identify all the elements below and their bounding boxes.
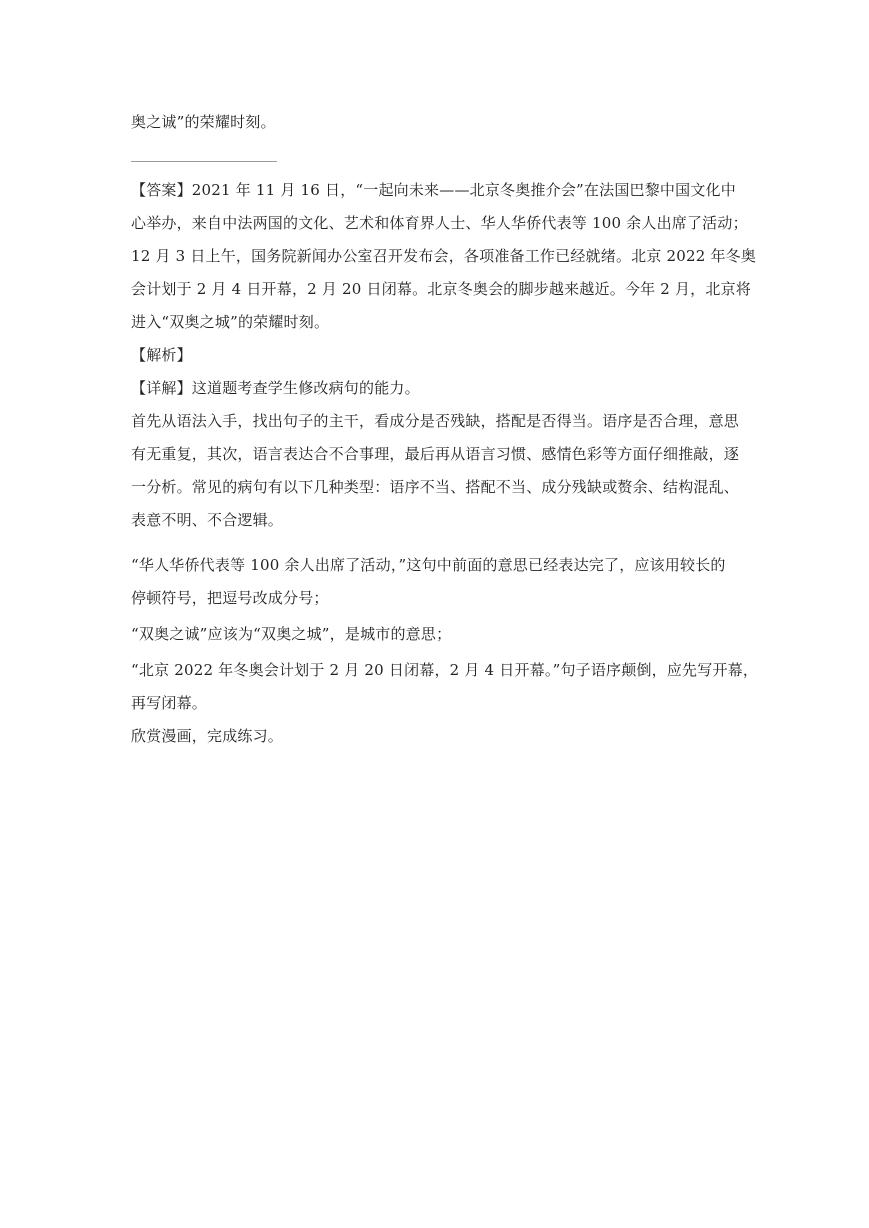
text-line: 12 月 3 日上午，国务院新闻办公室召开发布会，各项准备工作已经就绪。北京 2022 年冬奥 <box>131 247 757 265</box>
text-line: 表意不明、不合逻辑。 <box>131 511 284 529</box>
detail-line: 【详解】这道题考查学生修改病句的能力。 <box>131 379 420 397</box>
text-line: 一分析。常见的病句有以下几种类型：语序不当、搭配不当、成分残缺或赘余、结构混乱、 <box>131 478 740 496</box>
text-line: 进入“双奥之城”的荣耀时刻。 <box>131 313 330 331</box>
answer-line: 【答案】2021 年 11 月 16 日，“一起向未来——北京冬奥推介会”在法国巴黎中国文化中 <box>131 181 736 199</box>
text-line: 首先从语法入手，找出句子的主干，看成分是否残缺，搭配是否得当。语序是否合理，意思 <box>131 412 740 430</box>
text-line: 有无重复，其次，语言表达合不合事理，最后再从语言习惯、感情色彩等方面仔细推敲，逐 <box>131 445 740 463</box>
text-line: 欣赏漫画，完成练习。 <box>131 727 284 745</box>
text-line: 停顿符号，把逗号改成分号； <box>131 589 329 607</box>
text-line: 再写闭幕。 <box>131 694 208 712</box>
analysis-heading: 【解析】 <box>131 346 192 364</box>
text-line: 奥之诚”的荣耀时刻。 <box>131 113 276 131</box>
footnote-divider <box>131 161 277 162</box>
text-line: “北京 2022 年冬奥会计划于 2 月 20 日闭幕，2 月 4 日开幕。”句子语序颠倒，应先写开幕， <box>131 661 759 679</box>
text-line: “华人华侨代表等 100 余人出席了活动，”这句中前面的意思已经表达完了，应该用较长的 <box>131 556 726 574</box>
text-line: 心举办，来自中法两国的文化、艺术和体育界人士、华人华侨代表等 100 余人出席了活动； <box>131 214 748 232</box>
text-line: 会计划于 2 月 4 日开幕，2 月 20 日闭幕。北京冬奥会的脚步越来越近。今年 2 月，北京将 <box>131 280 751 298</box>
text-line: “双奥之诚”应该为“双奥之城”，是城市的意思； <box>131 625 452 643</box>
